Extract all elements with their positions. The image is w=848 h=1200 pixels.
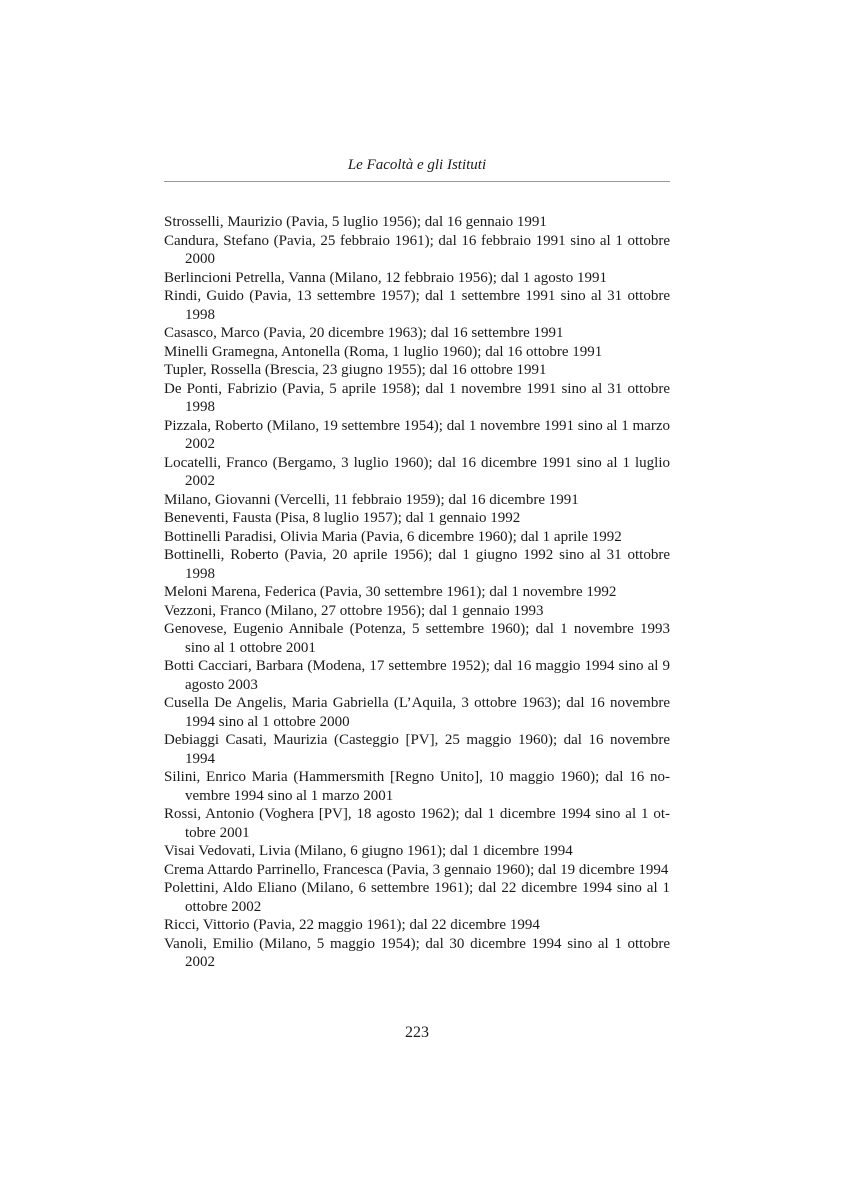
list-item: Bottinelli, Roberto (Pavia, 20 aprile 1956); dal 1 giugno 1992 sino al 31 ottobre 1998 — [164, 547, 670, 582]
list-item: Silini, Enrico Maria (Hammersmith [Regno Unito], 10 maggio 1960); dal 16 novembre 1994 sino al 1 marzo 2001 — [164, 769, 670, 804]
list-item: Minelli Gramegna, Antonella (Roma, 1 luglio 1960); dal 16 ottobre 1991 — [164, 343, 603, 360]
list-item: Ricci, Vittorio (Pavia, 22 maggio 1961); dal 22 dicembre 1994 — [164, 917, 540, 933]
list-item: Rindi, Guido (Pavia, 13 settembre 1957); dal 1 settembre 1991 sino al 31 ottobre 1998 — [164, 288, 670, 323]
list-item: Crema Attardo Parrinello, Francesca (Pavia, 3 gennaio 1960); dal 19 dicembre 1994 — [164, 861, 669, 878]
list-item: Milano, Giovanni (Vercelli, 11 febbraio 1959); dal 16 dicembre 1991 — [164, 491, 579, 508]
header-rule — [164, 181, 670, 182]
list-item: Berlincioni Petrella, Vanna (Milano, 12 febbraio 1956); dal 1 agosto 1991 — [164, 269, 607, 286]
list-item: Genovese, Eugenio Annibale (Potenza, 5 settembre 1960); dal 1 novembre 1993 sino al 1 ottobre 2001 — [164, 621, 670, 656]
list-item: Rossi, Antonio (Voghera [PV], 18 agosto 1962); dal 1 dicembre 1994 sino al 1 ottobre 2001 — [164, 806, 670, 841]
entry-list — [164, 213, 670, 972]
list-item: Locatelli, Franco (Bergamo, 3 luglio 1960); dal 16 dicembre 1991 sino al 1 luglio 2002 — [164, 454, 670, 489]
list-item: Debiaggi Casati, Maurizia (Casteggio [PV], 25 maggio 1960); dal 16 novembre 1994 — [164, 732, 670, 767]
list-item: Polettini, Aldo Eliano (Milano, 6 settembre 1961); dal 22 dicembre 1994 sino al 1 ottobre 2002 — [164, 880, 670, 915]
list-item: Visai Vedovati, Livia (Milano, 6 giugno 1961); dal 1 dicembre 1994 — [164, 843, 573, 859]
list-item: Candura, Stefano (Pavia, 25 febbraio 1961); dal 16 febbraio 1991 sino al 1 ottobre 2000 — [164, 232, 670, 267]
list-item: Bottinelli Paradisi, Olivia Maria (Pavia, 6 dicembre 1960); dal 1 aprile 1992 — [164, 528, 622, 545]
list-item: Botti Cacciari, Barbara (Modena, 17 settembre 1952); dal 16 maggio 1994 sino al 9 agosto 2003 — [164, 658, 670, 693]
list-item: Pizzala, Roberto (Milano, 19 settembre 1954); dal 1 novembre 1991 sino al 1 marzo 2002 — [164, 417, 670, 452]
list-item: Casasco, Marco (Pavia, 20 dicembre 1963); dal 16 settembre 1991 — [164, 325, 564, 341]
list-item: Strosselli, Maurizio (Pavia, 5 luglio 1956); dal 16 gennaio 1991 — [164, 214, 547, 230]
list-item: Tupler, Rossella (Brescia, 23 giugno 1955); dal 16 ottobre 1991 — [164, 362, 547, 378]
list-item: Vezzoni, Franco (Milano, 27 ottobre 1956); dal 1 gennaio 1993 — [164, 602, 544, 619]
list-item: Vanoli, Emilio (Milano, 5 maggio 1954); dal 30 dicembre 1994 sino al 1 ottobre 2002 — [164, 935, 670, 970]
running-header: Le Facoltà e gli Istituti — [347, 157, 487, 173]
list-item: De Ponti, Fabrizio (Pavia, 5 aprile 1958); dal 1 novembre 1991 sino al 31 ottobre 1998 — [164, 380, 670, 415]
list-item: Cusella De Angelis, Maria Gabriella (L’Aquila, 3 ottobre 1963); dal 16 novembre 1994 sino al 1 ottobre 2000 — [164, 695, 670, 730]
list-item: Beneventi, Fausta (Pisa, 8 luglio 1957); dal 1 gennaio 1992 — [164, 510, 521, 526]
page-number: 223 — [405, 1024, 429, 1041]
list-item: Meloni Marena, Federica (Pavia, 30 settembre 1961); dal 1 novembre 1992 — [164, 584, 617, 600]
